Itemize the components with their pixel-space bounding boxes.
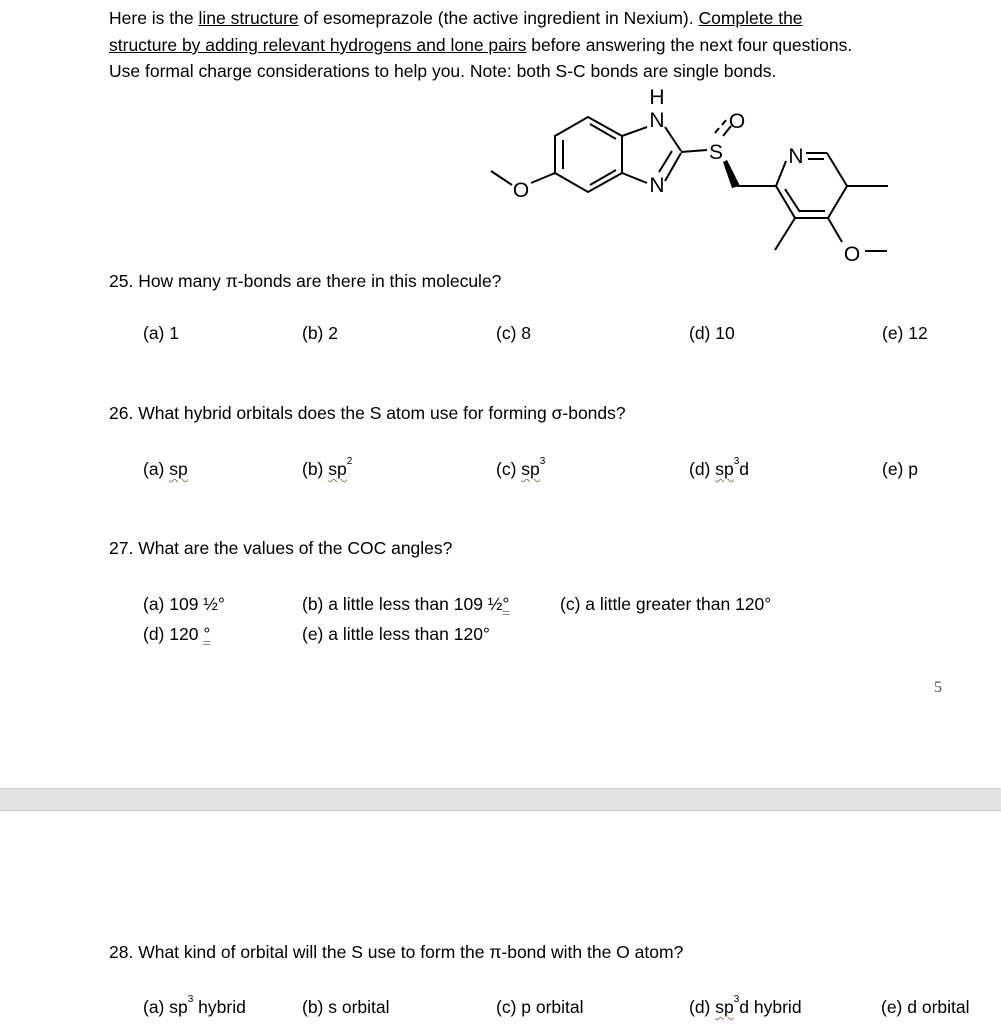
option-tail: d: [739, 459, 750, 479]
q28-option-d[interactable]: [689, 994, 802, 1017]
q26-question: [109, 405, 626, 423]
q26-option-b[interactable]: [302, 456, 353, 479]
atom-s: S: [708, 141, 724, 164]
q27-option-d[interactable]: [143, 626, 232, 644]
q27-option-a[interactable]: (a) 109 ½°: [143, 594, 225, 614]
bond-cn-double: [659, 151, 672, 172]
option-value: sp: [521, 459, 540, 479]
pyr-c2-n: [776, 161, 786, 186]
option-value: sp: [715, 997, 734, 1017]
intro-text: of esomeprazole (the active ingredient in Nexium).: [298, 8, 699, 28]
q28-option-b[interactable]: (b) s orbital: [302, 997, 390, 1017]
q25-option-e[interactable]: (e) 12: [882, 323, 928, 343]
atom-o-right: O: [843, 243, 861, 266]
q28-option-c[interactable]: (c) p orbital: [496, 997, 584, 1017]
page-number: 5: [934, 679, 942, 696]
benzene-ring: [555, 117, 622, 192]
q25-option-c[interactable]: (c) 8: [496, 323, 531, 343]
structure-atom-labels: [513, 86, 860, 266]
atom-n-pyridine: N: [788, 145, 804, 168]
superscript: 3: [733, 456, 740, 467]
q26-option-c[interactable]: [496, 456, 546, 479]
pyr-c6-c5: [827, 153, 847, 186]
intro-emphasis-hydrogens: structure by adding relevant hydrogens and lone pairs: [109, 35, 527, 55]
bond-o-ring: [531, 173, 555, 183]
esomeprazole-structure: [0, 0, 1001, 270]
q27-option-c[interactable]: (c) a little greater than 120°: [560, 594, 772, 614]
option-label: (d) 120: [143, 624, 204, 644]
bond-c4-o: [828, 218, 842, 242]
atom-n-bottom: N: [649, 174, 665, 197]
pyr-c5-c4: [828, 186, 847, 218]
q27-option-b[interactable]: [302, 596, 523, 614]
s-o-double-dash: [715, 120, 726, 133]
q28-option-a[interactable]: [143, 994, 246, 1017]
atom-h: H: [649, 86, 665, 109]
option-value: sp: [328, 459, 347, 479]
bond-c-nh: [622, 127, 647, 136]
option-value: sp: [715, 459, 734, 479]
option-tail: hybrid: [193, 997, 246, 1017]
option-text: (b) a little less than 109 ½: [302, 594, 503, 614]
sigma-symbol: σ: [551, 403, 563, 423]
superscript: 3: [539, 456, 546, 467]
atom-o-sulfinyl: O: [728, 110, 746, 133]
option-text: (a) sp: [143, 997, 188, 1017]
option-tail: d hybrid: [739, 997, 802, 1017]
bond-c2-s: [681, 150, 707, 152]
q27-option-e[interactable]: (e) a little less than 120°: [302, 624, 490, 644]
atom-o-left: O: [512, 179, 530, 202]
page-break-gap: [0, 788, 1001, 811]
q28-option-e[interactable]: (e) d orbital: [881, 997, 970, 1017]
superscript: 2: [346, 456, 353, 467]
structure-bonds: [491, 117, 888, 251]
option-value: sp: [169, 459, 188, 479]
intro-text: Here is the: [109, 8, 199, 28]
option-label: (a): [143, 459, 170, 479]
intro-emphasis-complete: Complete the: [698, 8, 803, 28]
intro-link-line-structure: line structure: [198, 8, 299, 28]
q25-option-a[interactable]: (a) 1: [143, 323, 179, 343]
pyr-c3-c2-double: [785, 189, 800, 212]
degree-mark: °: [502, 594, 510, 614]
q26-option-d[interactable]: [689, 456, 750, 479]
bond-nh-c2: [665, 127, 681, 151]
option-label: (b): [302, 459, 329, 479]
intro-text: before answering the next four questions.: [526, 35, 853, 55]
q26-text-end: -bonds?: [562, 403, 626, 423]
bond-c-n: [622, 173, 647, 183]
wedge-bond-s-ch2: [723, 160, 740, 188]
intro-line-3: Use formal charge considerations to help you. Note: both S-C bonds are single bonds.: [109, 61, 777, 81]
bond-methyl-o: [491, 171, 512, 185]
superscript: 3: [187, 994, 194, 1005]
q25-question: 25. How many π-bonds are there in this molecule?: [109, 271, 502, 291]
q26-option-a[interactable]: [143, 461, 188, 479]
option-label: (c): [496, 459, 522, 479]
q26-option-e[interactable]: (e) p: [882, 459, 918, 479]
superscript: 3: [733, 994, 740, 1005]
q25-option-b[interactable]: (b) 2: [302, 323, 338, 343]
option-label: (d): [689, 997, 716, 1017]
degree-mark: °: [203, 624, 211, 644]
q26-text: 26. What hybrid orbitals does the S atom use for forming: [109, 403, 552, 423]
bond-methyl-c3: [775, 218, 795, 250]
q25-option-d[interactable]: (d) 10: [689, 323, 735, 343]
q28-question: 28. What kind of orbital will the S use to form the π-bond with the O atom?: [109, 942, 684, 962]
option-label: (d): [689, 459, 716, 479]
q27-question: 27. What are the values of the COC angles?: [109, 538, 453, 558]
atom-n-top: N: [649, 109, 665, 132]
